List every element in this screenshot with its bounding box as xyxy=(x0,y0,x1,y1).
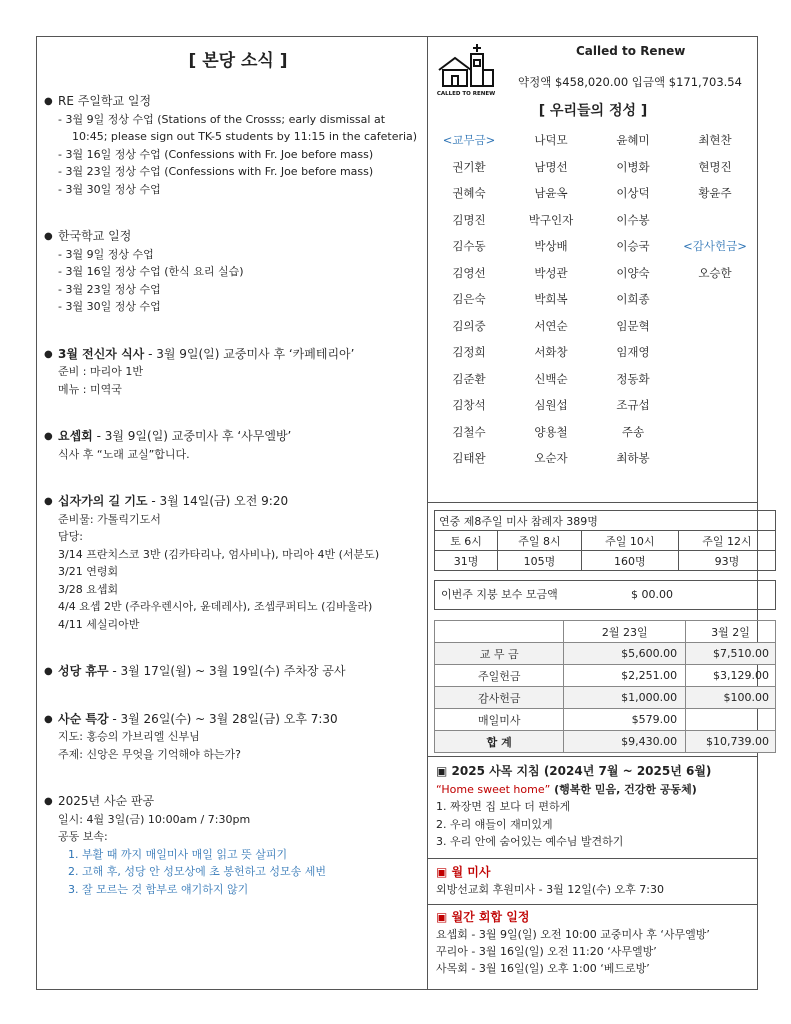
donor-name: <교무금> xyxy=(442,133,496,147)
donor-name: 김준환 xyxy=(452,371,486,386)
monthly-meetings-heading: ▣ 월간 회합 일정 xyxy=(436,910,530,924)
donor-name xyxy=(674,212,756,239)
bullet-icon: ● xyxy=(44,666,53,677)
donor-row xyxy=(428,424,758,451)
donor-name: 남명선 xyxy=(534,159,568,174)
donor-name: 정동화 xyxy=(616,371,650,386)
list-item: 꾸리아 - 3월 16일(일) 오전 11:20 ‘사무엘방’ xyxy=(436,945,657,958)
section-heading: RE 주일학교 일정 xyxy=(58,94,152,108)
list-item: - 3월 23일 정상 수업 xyxy=(58,282,161,296)
donor-name xyxy=(674,450,756,477)
bullet-icon: ● xyxy=(44,348,53,360)
donor-name: 김영선 xyxy=(452,265,486,280)
section-re-school xyxy=(44,93,422,198)
donor-row xyxy=(428,397,758,424)
table-cell: 교 무 금 xyxy=(435,643,564,665)
table-cell: 매일미사 xyxy=(435,709,564,731)
donor-row xyxy=(428,450,758,477)
donor-name: 박구인자 xyxy=(528,212,574,227)
donor-row xyxy=(428,318,758,345)
pastoral-policy xyxy=(436,763,756,851)
donor-name: 김명진 xyxy=(452,212,486,227)
table-row xyxy=(435,643,776,665)
table-row xyxy=(435,687,776,709)
divider-line xyxy=(428,904,758,905)
roof-fund-label: 이번주 지붕 보수 모금액 xyxy=(441,588,558,601)
donor-name: 심원섭 xyxy=(534,398,568,412)
table-cell: $5,600.00 xyxy=(564,643,686,665)
donor-name: 김태완 xyxy=(452,451,486,465)
table-row xyxy=(435,709,776,731)
donor-name: 김은숙 xyxy=(452,292,486,306)
divider-line xyxy=(428,502,758,503)
donor-name: 김철수 xyxy=(452,424,486,439)
donor-name: 오순자 xyxy=(534,451,568,465)
donor-name: 최하봉 xyxy=(616,451,650,465)
list-item: - 3월 9일 정상 수업 (Stations of the Crosss; early dismissal at xyxy=(58,112,386,126)
donor-name: 이희종 xyxy=(616,292,650,306)
bullet-icon: ● xyxy=(44,496,53,507)
donor-name: 서연순 xyxy=(534,318,568,333)
list-item: 지도: 홍승의 가브리엘 신부님 xyxy=(58,730,200,743)
roof-fund-amount: $ 00.00 xyxy=(631,588,673,601)
donor-name: 이승국 xyxy=(616,239,650,253)
donor-row xyxy=(428,344,758,371)
table-header: 3월 2일 xyxy=(686,621,776,643)
donor-name xyxy=(674,291,756,318)
table-cell: $9,430.00 xyxy=(564,731,686,753)
section-lenten-lecture xyxy=(44,711,422,764)
section-community-meal xyxy=(44,346,422,399)
section-heading: 요셉회 - 3월 9일(일) 교중미사 후 ‘사무엘방’ xyxy=(58,429,292,443)
donor-name: 양용철 xyxy=(534,424,568,439)
donor-name: 최현찬 xyxy=(698,133,732,147)
table-row xyxy=(435,731,776,753)
monthly-mass-heading: ▣ 월 미사 xyxy=(436,865,491,879)
donor-row xyxy=(428,238,758,265)
section-lenten-confession xyxy=(44,793,422,898)
called-to-renew-logo xyxy=(433,40,499,98)
donor-name: 주송 xyxy=(621,424,645,439)
donor-name: 남윤옥 xyxy=(534,186,568,200)
donor-name: 현명진 xyxy=(698,159,732,174)
donor-name: 김정희 xyxy=(452,345,486,359)
table-cell: $579.00 xyxy=(564,709,686,731)
list-item: 3/14 프란치스코 3반 (김카타리나, 엄사비나), 마리아 4반 (서분도) xyxy=(58,547,380,561)
list-item: 공동 보속: xyxy=(58,830,108,843)
table-cell: $10,739.00 xyxy=(686,731,776,753)
list-item: 담당: xyxy=(58,530,83,543)
list-item: 1. 짜장면 집 보다 더 편하게 xyxy=(436,800,571,813)
list-item: 2. 우리 얘들이 재미있게 xyxy=(436,817,553,831)
list-item: 10:45; please sign out TK-5 students by 11:15 in the cafeteria) xyxy=(72,130,418,143)
donor-row xyxy=(428,291,758,318)
donor-name: 조규섭 xyxy=(616,398,650,412)
list-item: 2. 고해 후, 성당 안 성모상에 초 봉헌하고 성모송 세번 xyxy=(68,865,326,878)
donor-name: 이양숙 xyxy=(616,265,650,280)
table-header: 주일 12시 xyxy=(678,531,775,551)
list-item: 3/28 요셉회 xyxy=(58,582,119,596)
donor-row xyxy=(428,265,758,292)
table-cell xyxy=(686,709,776,731)
donor-name: 박상배 xyxy=(534,239,568,253)
list-item: - 3월 9일 정상 수업 xyxy=(58,247,154,261)
policy-heading: ▣ 2025 사목 지침 (2024년 7월 ~ 2025년 6월) xyxy=(436,764,712,778)
list-item: 준비물: 가톨릭기도서 xyxy=(58,512,161,526)
section-heading: 성당 휴무 - 3월 17일(월) ~ 3월 19일(수) 주차장 공사 xyxy=(58,664,346,678)
section-church-closure xyxy=(44,663,422,681)
table-cell: 93명 xyxy=(678,551,775,571)
table-cell: 합 계 xyxy=(435,731,564,753)
donor-name: 이수봉 xyxy=(616,212,650,227)
list-item: 식사 후 “노래 교실”합니다. xyxy=(58,447,190,461)
section-heading: 한국학교 일정 xyxy=(58,229,132,243)
donor-name: 오승한 xyxy=(698,265,732,280)
donor-name: 박성관 xyxy=(534,265,568,280)
bullet-icon: ● xyxy=(44,431,53,442)
list-item: - 3월 30일 정상 수업 xyxy=(58,300,161,313)
donor-name xyxy=(674,318,756,345)
table-cell: 감사헌금 xyxy=(435,687,564,709)
donor-name: 권기환 xyxy=(452,159,486,174)
policy-motto: “Home sweet home” (행복한 믿음, 건강한 공동체) xyxy=(436,782,697,796)
list-item: 1. 부활 때 까지 매일미사 매일 읽고 뜻 살피기 xyxy=(68,847,288,861)
campaign-title: Called to Renew xyxy=(576,44,686,58)
donor-name xyxy=(674,371,756,398)
roof-fund-box xyxy=(434,580,776,610)
list-item: - 3월 30일 정상 수업 xyxy=(58,182,161,196)
list-item: 3. 우리 안에 숨어있는 예수님 발견하기 xyxy=(436,835,624,848)
donor-name xyxy=(674,397,756,424)
monthly-mass-text: 외방선교회 후원미사 - 3월 12일(수) 오후 7:30 xyxy=(436,883,664,896)
parish-news-title: [ 본당 소식 ] xyxy=(188,51,288,71)
section-heading: 3월 전신자 식사 - 3월 9일(일) 교중미사 후 ‘카페테리아’ xyxy=(58,346,355,361)
donor-name: 김수동 xyxy=(452,239,486,253)
bullet-icon: ● xyxy=(44,96,53,107)
section-stations-of-cross xyxy=(44,493,422,633)
table-cell: 31명 xyxy=(435,551,498,571)
donor-row xyxy=(428,371,758,398)
list-item: 요셉회 - 3월 9일(일) 오전 10:00 교중미사 후 ‘사무엘방’ xyxy=(436,928,710,941)
list-item: 주제: 신앙은 무엇을 기억해야 하는가? xyxy=(58,747,241,761)
section-heading: 2025년 사순 판공 xyxy=(58,794,155,808)
table-cell: $1,000.00 xyxy=(564,687,686,709)
monthly-mass xyxy=(436,864,756,898)
donor-name: 나덕모 xyxy=(534,133,568,147)
church-icon xyxy=(433,40,499,98)
list-item: - 3월 23일 정상 수업 (Confessions with Fr. Joe before mass) xyxy=(58,165,374,178)
table-header: 2월 23일 xyxy=(564,621,686,643)
donor-name: <감사헌금> xyxy=(683,239,747,253)
parish-news-column xyxy=(44,46,422,898)
attendance-table xyxy=(434,510,776,571)
table-header: 토 6시 xyxy=(435,531,498,551)
list-item: 일시: 4월 3일(금) 10:00am / 7:30pm xyxy=(58,812,251,826)
table-cell: $2,251.00 xyxy=(564,665,686,687)
donor-name: 임문혁 xyxy=(616,318,650,333)
donor-row xyxy=(428,132,758,159)
table-header: 주일 10시 xyxy=(581,531,678,551)
list-item: 4/4 요셉 2반 (주라우렌시아, 윤데레사), 조셉쿠퍼티노 (김바울라) xyxy=(58,600,373,613)
section-joseph-society xyxy=(44,428,422,463)
table-header xyxy=(435,621,564,643)
donor-name xyxy=(674,424,756,451)
table-cell: 160명 xyxy=(581,551,678,571)
list-item: 사목회 - 3월 16일(일) 오후 1:00 ‘베드로방’ xyxy=(436,962,650,975)
offering-title: [ 우리들의 정성 ] xyxy=(538,103,648,119)
donor-name: 이상덕 xyxy=(616,186,650,200)
section-korean-school xyxy=(44,228,422,316)
table-cell: 105명 xyxy=(498,551,582,571)
donor-name: 권혜숙 xyxy=(452,186,486,200)
table-cell: $100.00 xyxy=(686,687,776,709)
list-item: 3. 잘 모르는 것 함부로 얘기하지 않기 xyxy=(68,882,249,896)
monthly-meetings xyxy=(436,909,756,977)
donor-names xyxy=(428,132,758,477)
table-cell: $7,510.00 xyxy=(686,643,776,665)
donor-name: 김의중 xyxy=(452,318,486,333)
donor-row xyxy=(428,159,758,186)
donor-row xyxy=(428,185,758,212)
donor-name: 김창석 xyxy=(452,398,486,412)
bullet-icon: ● xyxy=(44,713,53,725)
donor-name: 서화창 xyxy=(534,345,568,359)
finance-table xyxy=(434,620,776,753)
donor-name xyxy=(674,344,756,371)
section-heading: 십자가의 길 기도 - 3월 14일(금) 오전 9:20 xyxy=(58,494,289,508)
list-item: 메뉴 : 미역국 xyxy=(58,382,122,396)
table-cell: $3,129.00 xyxy=(686,665,776,687)
table-cell: 주일헌금 xyxy=(435,665,564,687)
list-item: 준비 : 마리아 1반 xyxy=(58,365,143,378)
donor-name: 황윤주 xyxy=(698,186,732,200)
attendance-title: 연중 제8주일 미사 참례자 389명 xyxy=(435,511,776,531)
divider-line xyxy=(428,858,758,859)
donor-name: 신백순 xyxy=(534,371,568,386)
divider-line xyxy=(428,756,758,757)
donor-name: 윤혜미 xyxy=(616,133,650,147)
section-heading: 사순 특강 - 3월 26일(수) ~ 3월 28일(금) 오후 7:30 xyxy=(58,711,338,726)
campaign-pledge: 약정액 $458,020.00 입금액 $171,703.54 xyxy=(518,75,742,89)
donor-name: 이병화 xyxy=(616,159,650,174)
table-row xyxy=(435,665,776,687)
donor-name: 박희복 xyxy=(534,292,568,306)
bullet-icon: ● xyxy=(44,796,53,807)
svg-text:CALLED TO RENEW: CALLED TO RENEW xyxy=(436,91,496,97)
table-header: 주일 8시 xyxy=(498,531,582,551)
donor-row xyxy=(428,212,758,239)
list-item: 4/11 세실리아반 xyxy=(58,617,140,631)
list-item: 3/21 연령회 xyxy=(58,565,119,578)
donor-name: 임재영 xyxy=(616,345,650,359)
bullet-icon: ● xyxy=(44,231,53,242)
list-item: - 3월 16일 정상 수업 (Confessions with Fr. Joe before mass) xyxy=(58,147,374,161)
list-item: - 3월 16일 정상 수업 (한식 요리 실습) xyxy=(58,265,244,278)
